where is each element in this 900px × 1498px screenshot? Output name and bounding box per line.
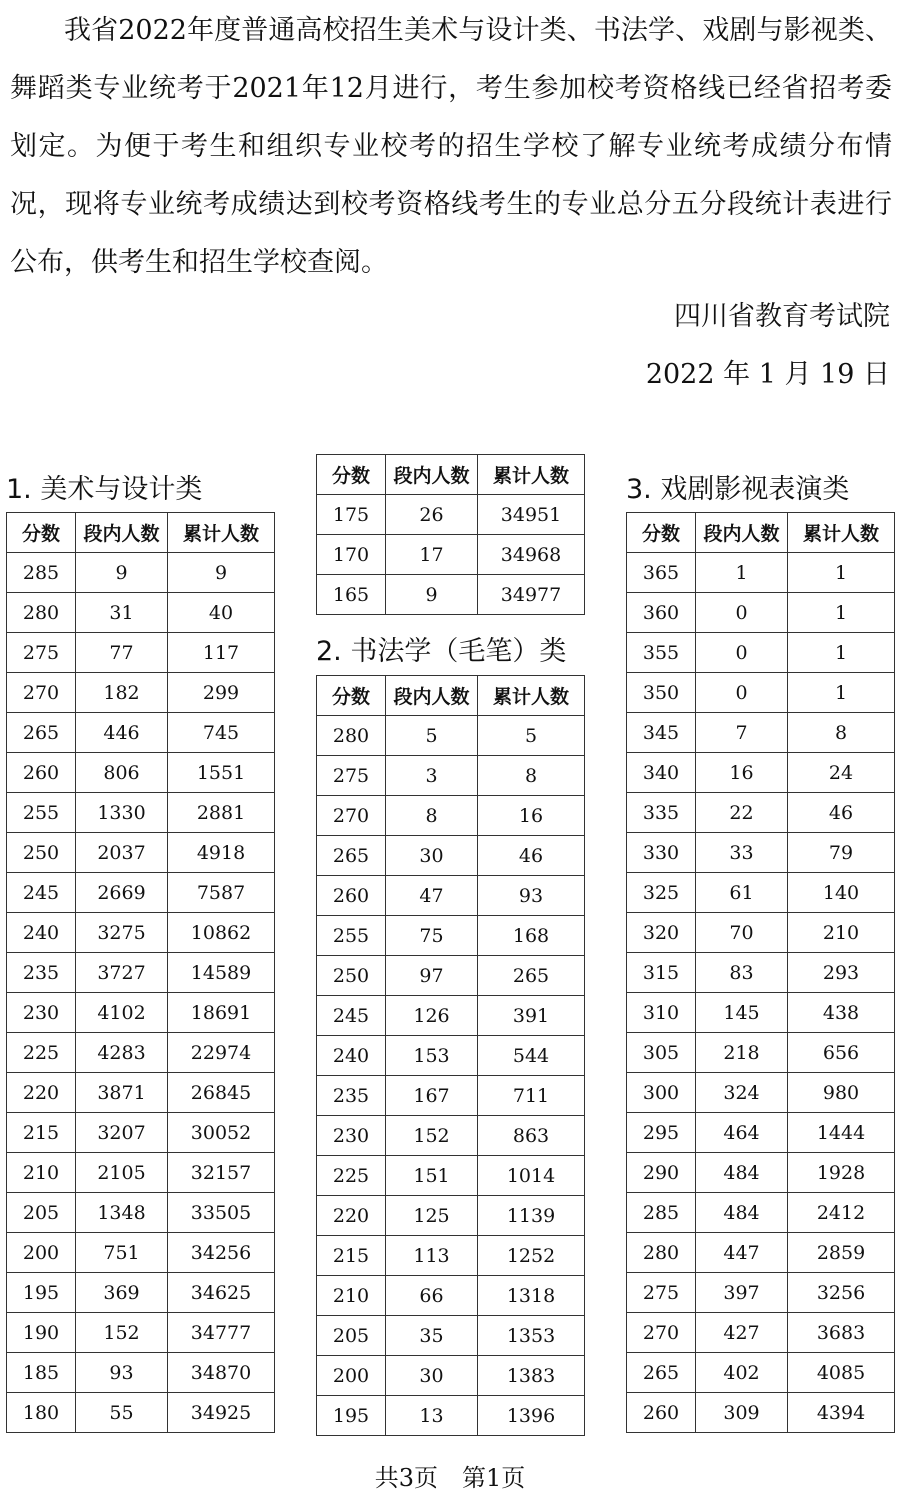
table-row — [7, 1113, 275, 1153]
score-cell: 195 — [7, 1273, 76, 1313]
segment-count-cell: 9 — [76, 553, 168, 593]
score-cell: 175 — [317, 495, 386, 535]
segment-count-cell: 47 — [386, 876, 478, 916]
cumulative-count-cell: 1 — [788, 633, 895, 673]
segment-count-cell: 151 — [386, 1156, 478, 1196]
score-cell: 210 — [7, 1153, 76, 1193]
table-row — [7, 913, 275, 953]
table-row — [627, 993, 895, 1033]
cumulative-count-cell: 711 — [478, 1076, 585, 1116]
score-cell: 330 — [627, 833, 696, 873]
cumulative-count-cell: 4085 — [788, 1353, 895, 1393]
section-title-drama: 3. 戏剧影视表演类 — [626, 474, 850, 505]
table-row — [627, 713, 895, 753]
cumulative-count-cell: 1383 — [478, 1356, 585, 1396]
intro-paragraph: 我省2022年度普通高校招生美术与设计类、书法学、戏剧与影视类、舞蹈类专业统考于2021年12月进行，考生参加校考资格线已经省招考委划定。为便于考生和组织专业校考的招生学校了解专业统考成绩分布情况，现将专业统考成绩达到校考资格线考生的专业总分五分段统计表进行公布，供考生和招生学校查阅。 — [10, 15, 892, 278]
segment-count-cell: 751 — [76, 1233, 168, 1273]
cumulative-count-cell: 1928 — [788, 1153, 895, 1193]
score-cell: 265 — [7, 713, 76, 753]
header-cumulative-count: 累计人数 — [788, 513, 895, 553]
cumulative-count-cell: 33505 — [168, 1193, 275, 1233]
score-cell: 270 — [627, 1313, 696, 1353]
segment-count-cell: 55 — [76, 1393, 168, 1433]
segment-count-cell: 77 — [76, 633, 168, 673]
score-cell: 185 — [7, 1353, 76, 1393]
table-row — [627, 633, 895, 673]
segment-count-cell: 447 — [696, 1233, 788, 1273]
cumulative-count-cell: 1252 — [478, 1236, 585, 1276]
segment-count-cell: 464 — [696, 1113, 788, 1153]
score-cell: 205 — [7, 1193, 76, 1233]
table-calligraphy — [316, 675, 585, 1436]
table-row — [317, 1196, 585, 1236]
table-row — [317, 495, 585, 535]
cumulative-count-cell: 980 — [788, 1073, 895, 1113]
score-cell: 265 — [317, 836, 386, 876]
score-cell: 285 — [7, 553, 76, 593]
cumulative-count-cell: 2859 — [788, 1233, 895, 1273]
cumulative-count-cell: 168 — [478, 916, 585, 956]
segment-count-cell: 1330 — [76, 793, 168, 833]
score-cell: 220 — [317, 1196, 386, 1236]
cumulative-count-cell: 438 — [788, 993, 895, 1033]
score-cell: 230 — [7, 993, 76, 1033]
segment-count-cell: 3 — [386, 756, 478, 796]
cumulative-count-cell: 3256 — [788, 1273, 895, 1313]
segment-count-cell: 0 — [696, 673, 788, 713]
segment-count-cell: 13 — [386, 1396, 478, 1436]
segment-count-cell: 218 — [696, 1033, 788, 1073]
segment-count-cell: 2037 — [76, 833, 168, 873]
score-cell: 360 — [627, 593, 696, 633]
table-row — [317, 535, 585, 575]
table-row — [7, 1313, 275, 1353]
table-row — [627, 673, 895, 713]
cumulative-count-cell: 22974 — [168, 1033, 275, 1073]
score-cell: 225 — [317, 1156, 386, 1196]
score-cell: 270 — [317, 796, 386, 836]
table-row — [7, 873, 275, 913]
score-cell: 280 — [317, 716, 386, 756]
cumulative-count-cell: 10862 — [168, 913, 275, 953]
score-cell: 240 — [7, 913, 76, 953]
segment-count-cell: 66 — [386, 1276, 478, 1316]
table-row — [627, 553, 895, 593]
table-row — [317, 1316, 585, 1356]
segment-count-cell: 30 — [386, 836, 478, 876]
cumulative-count-cell: 8 — [788, 713, 895, 753]
cumulative-count-cell: 293 — [788, 953, 895, 993]
table-row — [7, 1073, 275, 1113]
table-header-row — [7, 513, 275, 553]
table-row — [7, 1153, 275, 1193]
table-row — [627, 1353, 895, 1393]
segment-count-cell: 397 — [696, 1273, 788, 1313]
score-cell: 165 — [317, 575, 386, 615]
table-row — [627, 1193, 895, 1233]
score-cell: 350 — [627, 673, 696, 713]
cumulative-count-cell: 1139 — [478, 1196, 585, 1236]
segment-count-cell: 5 — [386, 716, 478, 756]
score-cell: 275 — [7, 633, 76, 673]
score-cell: 260 — [7, 753, 76, 793]
cumulative-count-cell: 7587 — [168, 873, 275, 913]
segment-count-cell: 83 — [696, 953, 788, 993]
segment-count-cell: 402 — [696, 1353, 788, 1393]
score-cell: 190 — [7, 1313, 76, 1353]
cumulative-count-cell: 1 — [788, 673, 895, 713]
section-title-calligraphy: 2. 书法学（毛笔）类 — [316, 636, 567, 667]
segment-count-cell: 75 — [386, 916, 478, 956]
table-row — [7, 953, 275, 993]
table-row — [317, 1276, 585, 1316]
cumulative-count-cell: 14589 — [168, 953, 275, 993]
cumulative-count-cell: 93 — [478, 876, 585, 916]
table-art-continued — [316, 454, 585, 615]
cumulative-count-cell: 18691 — [168, 993, 275, 1033]
table-row — [627, 1153, 895, 1193]
table-header-row — [627, 513, 895, 553]
header-score: 分数 — [627, 513, 696, 553]
score-cell: 355 — [627, 633, 696, 673]
table-row — [317, 1236, 585, 1276]
score-cell: 225 — [7, 1033, 76, 1073]
score-cell: 260 — [627, 1393, 696, 1433]
segment-count-cell: 35 — [386, 1316, 478, 1356]
segment-count-cell: 0 — [696, 593, 788, 633]
table-row — [7, 1233, 275, 1273]
segment-count-cell: 8 — [386, 796, 478, 836]
score-cell: 170 — [317, 535, 386, 575]
table-row — [7, 673, 275, 713]
cumulative-count-cell: 265 — [478, 956, 585, 996]
score-cell: 195 — [317, 1396, 386, 1436]
table-row — [7, 993, 275, 1033]
table-row — [7, 1193, 275, 1233]
score-cell: 285 — [627, 1193, 696, 1233]
cumulative-count-cell: 656 — [788, 1033, 895, 1073]
cumulative-count-cell: 34977 — [478, 575, 585, 615]
table-row — [627, 913, 895, 953]
table-row — [7, 553, 275, 593]
cumulative-count-cell: 140 — [788, 873, 895, 913]
cumulative-count-cell: 46 — [788, 793, 895, 833]
cumulative-count-cell: 1318 — [478, 1276, 585, 1316]
segment-count-cell: 4283 — [76, 1033, 168, 1073]
table-drama — [626, 512, 895, 1433]
table-row — [7, 1353, 275, 1393]
table-row — [317, 796, 585, 836]
score-cell: 200 — [7, 1233, 76, 1273]
score-cell: 235 — [7, 953, 76, 993]
table-row — [7, 633, 275, 673]
segment-count-cell: 427 — [696, 1313, 788, 1353]
table-row — [317, 1156, 585, 1196]
segment-count-cell: 309 — [696, 1393, 788, 1433]
segment-count-cell: 2105 — [76, 1153, 168, 1193]
segment-count-cell: 806 — [76, 753, 168, 793]
segment-count-cell: 126 — [386, 996, 478, 1036]
table-row — [627, 753, 895, 793]
cumulative-count-cell: 1014 — [478, 1156, 585, 1196]
table-row — [627, 1393, 895, 1433]
table-row — [317, 956, 585, 996]
table-row — [317, 1116, 585, 1156]
table-row — [7, 753, 275, 793]
segment-count-cell: 26 — [386, 495, 478, 535]
table-row — [7, 1393, 275, 1433]
cumulative-count-cell: 8 — [478, 756, 585, 796]
segment-count-cell: 22 — [696, 793, 788, 833]
cumulative-count-cell: 34951 — [478, 495, 585, 535]
cumulative-count-cell: 1 — [788, 593, 895, 633]
segment-count-cell: 97 — [386, 956, 478, 996]
score-cell: 180 — [7, 1393, 76, 1433]
table-row — [627, 1113, 895, 1153]
cumulative-count-cell: 863 — [478, 1116, 585, 1156]
table-row — [317, 1076, 585, 1116]
segment-count-cell: 324 — [696, 1073, 788, 1113]
score-cell: 245 — [317, 996, 386, 1036]
segment-count-cell: 93 — [76, 1353, 168, 1393]
score-cell: 295 — [627, 1113, 696, 1153]
segment-count-cell: 125 — [386, 1196, 478, 1236]
segment-count-cell: 3207 — [76, 1113, 168, 1153]
cumulative-count-cell: 46 — [478, 836, 585, 876]
score-cell: 320 — [627, 913, 696, 953]
segment-count-cell: 33 — [696, 833, 788, 873]
table-row — [317, 996, 585, 1036]
cumulative-count-cell: 4918 — [168, 833, 275, 873]
cumulative-count-cell: 32157 — [168, 1153, 275, 1193]
score-cell: 345 — [627, 713, 696, 753]
table-header-row — [317, 676, 585, 716]
cumulative-count-cell: 30052 — [168, 1113, 275, 1153]
cumulative-count-cell: 24 — [788, 753, 895, 793]
table-row — [627, 1033, 895, 1073]
score-cell: 280 — [7, 593, 76, 633]
table-row — [317, 876, 585, 916]
cumulative-count-cell: 2412 — [788, 1193, 895, 1233]
score-cell: 280 — [627, 1233, 696, 1273]
table-row — [627, 1273, 895, 1313]
cumulative-count-cell: 16 — [478, 796, 585, 836]
segment-count-cell: 145 — [696, 993, 788, 1033]
page-footer: 共3页 第1页 — [374, 1464, 526, 1492]
cumulative-count-cell: 34777 — [168, 1313, 275, 1353]
segment-count-cell: 152 — [386, 1116, 478, 1156]
segment-count-cell: 70 — [696, 913, 788, 953]
cumulative-count-cell: 34625 — [168, 1273, 275, 1313]
segment-count-cell: 1348 — [76, 1193, 168, 1233]
cumulative-count-cell: 391 — [478, 996, 585, 1036]
score-cell: 200 — [317, 1356, 386, 1396]
score-cell: 275 — [627, 1273, 696, 1313]
segment-count-cell: 484 — [696, 1193, 788, 1233]
table-row — [317, 1356, 585, 1396]
cumulative-count-cell: 9 — [168, 553, 275, 593]
header-score: 分数 — [317, 676, 386, 716]
table-header-row — [317, 455, 585, 495]
table-row — [627, 793, 895, 833]
segment-count-cell: 369 — [76, 1273, 168, 1313]
cumulative-count-cell: 299 — [168, 673, 275, 713]
score-cell: 335 — [627, 793, 696, 833]
issue-date: 2022 年 1 月 19 日 — [645, 359, 890, 390]
table-row — [7, 713, 275, 753]
cumulative-count-cell: 40 — [168, 593, 275, 633]
segment-count-cell: 31 — [76, 593, 168, 633]
table-row — [7, 593, 275, 633]
segment-count-cell: 3275 — [76, 913, 168, 953]
segment-count-cell: 167 — [386, 1076, 478, 1116]
header-cumulative-count: 累计人数 — [478, 455, 585, 495]
cumulative-count-cell: 210 — [788, 913, 895, 953]
segment-count-cell: 4102 — [76, 993, 168, 1033]
segment-count-cell: 3871 — [76, 1073, 168, 1113]
segment-count-cell: 0 — [696, 633, 788, 673]
cumulative-count-cell: 1 — [788, 553, 895, 593]
table-row — [627, 1073, 895, 1113]
table-row — [317, 756, 585, 796]
cumulative-count-cell: 117 — [168, 633, 275, 673]
table-row — [7, 1273, 275, 1313]
table-art — [6, 512, 275, 1433]
score-cell: 310 — [627, 993, 696, 1033]
cumulative-count-cell: 4394 — [788, 1393, 895, 1433]
score-cell: 340 — [627, 753, 696, 793]
segment-count-cell: 182 — [76, 673, 168, 713]
cumulative-count-cell: 34968 — [478, 535, 585, 575]
cumulative-count-cell: 1444 — [788, 1113, 895, 1153]
score-cell: 210 — [317, 1276, 386, 1316]
segment-count-cell: 30 — [386, 1356, 478, 1396]
score-cell: 250 — [7, 833, 76, 873]
score-cell: 240 — [317, 1036, 386, 1076]
score-cell: 230 — [317, 1116, 386, 1156]
segment-count-cell: 113 — [386, 1236, 478, 1276]
score-cell: 290 — [627, 1153, 696, 1193]
issuer: 四川省教育考试院 — [674, 301, 890, 332]
segment-count-cell: 16 — [696, 753, 788, 793]
table-row — [627, 873, 895, 913]
header-score: 分数 — [317, 455, 386, 495]
table-row — [317, 916, 585, 956]
score-cell: 250 — [317, 956, 386, 996]
header-cumulative-count: 累计人数 — [478, 676, 585, 716]
cumulative-count-cell: 544 — [478, 1036, 585, 1076]
score-cell: 245 — [7, 873, 76, 913]
header-segment-count: 段内人数 — [76, 513, 168, 553]
score-cell: 255 — [7, 793, 76, 833]
score-cell: 305 — [627, 1033, 696, 1073]
score-cell: 270 — [7, 673, 76, 713]
score-cell: 215 — [7, 1113, 76, 1153]
table-row — [7, 1033, 275, 1073]
cumulative-count-cell: 2881 — [168, 793, 275, 833]
table-row — [627, 833, 895, 873]
segment-count-cell: 1 — [696, 553, 788, 593]
score-cell: 255 — [317, 916, 386, 956]
segment-count-cell: 446 — [76, 713, 168, 753]
cumulative-count-cell: 745 — [168, 713, 275, 753]
cumulative-count-cell: 1551 — [168, 753, 275, 793]
table-row — [317, 716, 585, 756]
cumulative-count-cell: 1353 — [478, 1316, 585, 1356]
cumulative-count-cell: 3683 — [788, 1313, 895, 1353]
segment-count-cell: 7 — [696, 713, 788, 753]
cumulative-count-cell: 34925 — [168, 1393, 275, 1433]
cumulative-count-cell: 34256 — [168, 1233, 275, 1273]
header-cumulative-count: 累计人数 — [168, 513, 275, 553]
score-cell: 275 — [317, 756, 386, 796]
table-row — [317, 575, 585, 615]
table-row — [7, 833, 275, 873]
cumulative-count-cell: 79 — [788, 833, 895, 873]
score-cell: 315 — [627, 953, 696, 993]
segment-count-cell: 152 — [76, 1313, 168, 1353]
table-row — [627, 593, 895, 633]
table-row — [627, 953, 895, 993]
header-segment-count: 段内人数 — [386, 455, 478, 495]
score-cell: 215 — [317, 1236, 386, 1276]
score-cell: 365 — [627, 553, 696, 593]
segment-count-cell: 9 — [386, 575, 478, 615]
score-cell: 220 — [7, 1073, 76, 1113]
score-cell: 205 — [317, 1316, 386, 1356]
segment-count-cell: 17 — [386, 535, 478, 575]
cumulative-count-cell: 34870 — [168, 1353, 275, 1393]
cumulative-count-cell: 1396 — [478, 1396, 585, 1436]
segment-count-cell: 61 — [696, 873, 788, 913]
segment-count-cell: 3727 — [76, 953, 168, 993]
table-row — [317, 1396, 585, 1436]
cumulative-count-cell: 26845 — [168, 1073, 275, 1113]
segment-count-cell: 153 — [386, 1036, 478, 1076]
table-row — [317, 836, 585, 876]
segment-count-cell: 484 — [696, 1153, 788, 1193]
header-segment-count: 段内人数 — [386, 676, 478, 716]
table-row — [317, 1036, 585, 1076]
segment-count-cell: 2669 — [76, 873, 168, 913]
table-row — [627, 1313, 895, 1353]
score-cell: 260 — [317, 876, 386, 916]
score-cell: 300 — [627, 1073, 696, 1113]
header-segment-count: 段内人数 — [696, 513, 788, 553]
cumulative-count-cell: 5 — [478, 716, 585, 756]
table-row — [627, 1233, 895, 1273]
section-title-art: 1. 美术与设计类 — [6, 474, 203, 505]
score-cell: 235 — [317, 1076, 386, 1116]
score-cell: 325 — [627, 873, 696, 913]
score-cell: 265 — [627, 1353, 696, 1393]
header-score: 分数 — [7, 513, 76, 553]
table-row — [7, 793, 275, 833]
